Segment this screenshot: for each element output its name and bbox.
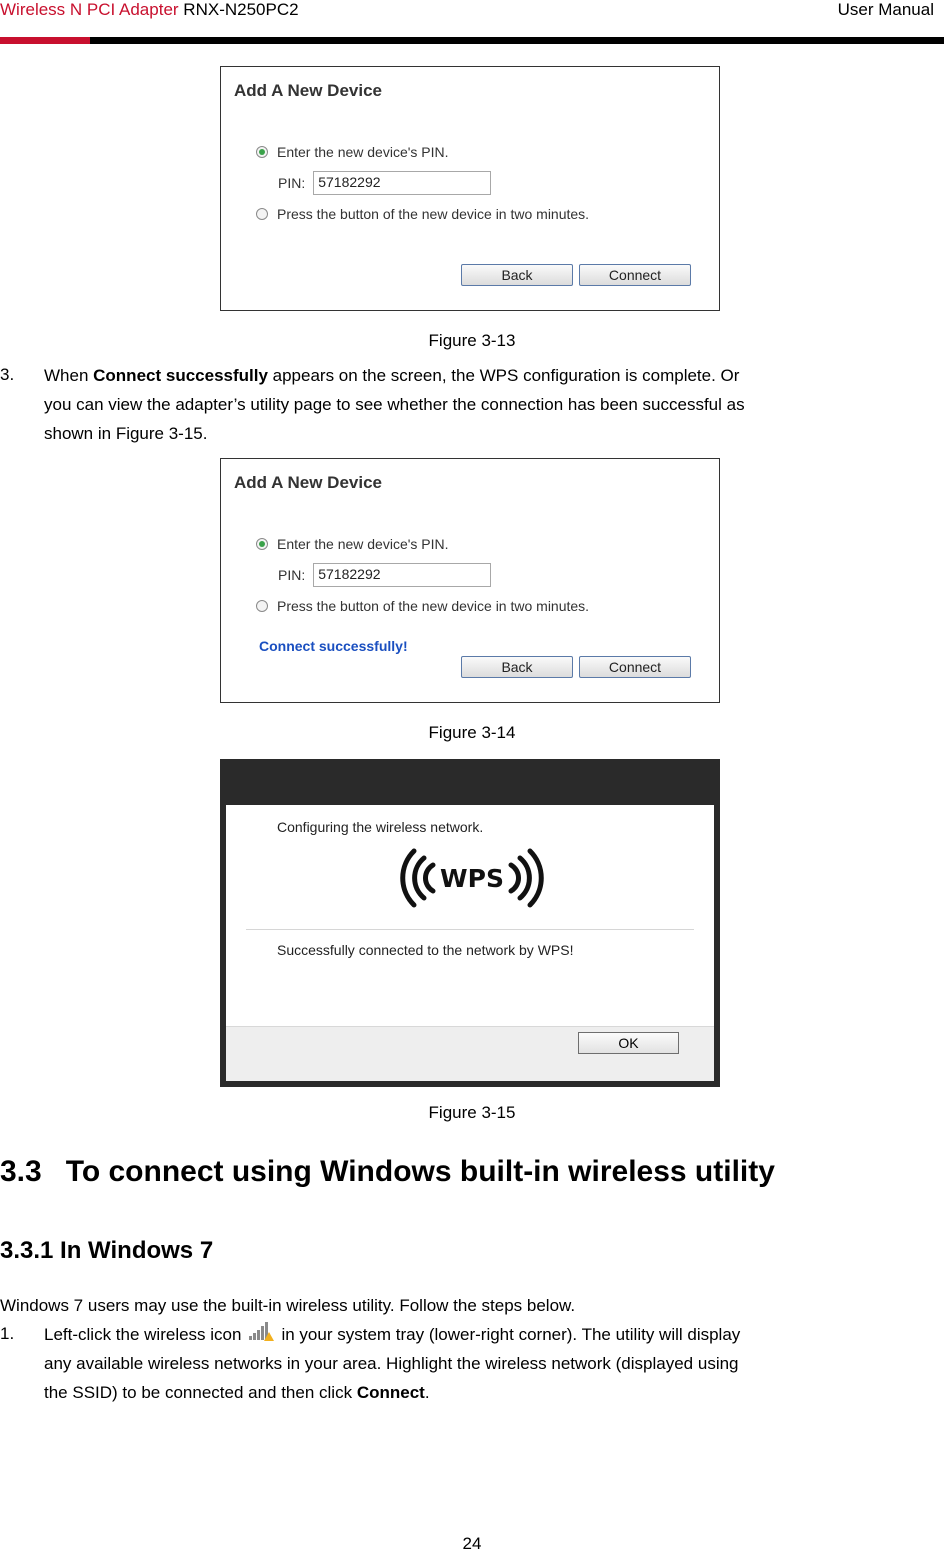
section-heading xyxy=(0,1154,775,1190)
step-number: 3. xyxy=(0,365,15,384)
status-text: Configuring the wireless network. xyxy=(277,819,484,835)
radio-unselected-icon[interactable] xyxy=(256,600,268,612)
figure-3-15-screenshot xyxy=(220,759,720,1087)
text-run: Left-click the wireless icon xyxy=(44,1325,242,1344)
pin-label: PIN: xyxy=(278,175,306,191)
radio-selected-icon[interactable] xyxy=(256,146,268,158)
header-rule xyxy=(90,37,944,44)
wps-logo-icon xyxy=(392,843,552,913)
step-1-line-3 xyxy=(44,1378,430,1407)
model-number: RNX-N250PC2 xyxy=(183,0,299,19)
result-text: Successfully connected to the network by WPS! xyxy=(277,942,574,958)
doc-type: User Manual xyxy=(837,0,934,19)
subsection-heading: 3.3.1 In Windows 7 xyxy=(0,1237,214,1264)
wps-logo-text: WPS xyxy=(440,864,504,893)
text-run: in your system tray (lower-right corner). The utility will display xyxy=(281,1325,741,1344)
success-message: Connect successfully! xyxy=(259,638,408,654)
step-3-line-2: you can view the adapter’s utility page to see whether the connection has been successful as xyxy=(44,395,745,414)
figure-3-14-screenshot xyxy=(220,458,720,703)
wireless-signal-icon xyxy=(247,1320,275,1351)
back-button[interactable]: Back xyxy=(461,656,573,678)
text-run: When xyxy=(44,366,94,385)
intro-paragraph: Windows 7 users may use the built-in wireless utility. Follow the steps below. xyxy=(0,1296,576,1315)
wps-dialog xyxy=(226,805,714,1081)
dialog-title: Add A New Device xyxy=(234,473,383,492)
option-label: Press the button of the new device in two minutes. xyxy=(277,598,590,614)
pin-label: PIN: xyxy=(278,567,306,583)
radio-selected-icon[interactable] xyxy=(256,538,268,550)
pin-row xyxy=(278,171,491,195)
header-title xyxy=(0,0,299,20)
divider xyxy=(246,929,694,930)
pin-input[interactable]: 57182292 xyxy=(313,563,491,587)
page-number: 24 xyxy=(462,1534,482,1553)
figure-caption: Figure 3-14 xyxy=(428,723,516,742)
step-3-line-3: shown in Figure 3-15. xyxy=(44,424,208,443)
option-press-button[interactable] xyxy=(256,598,589,614)
connect-button[interactable]: Connect xyxy=(579,656,691,678)
option-enter-pin[interactable] xyxy=(256,536,449,552)
back-button[interactable]: Back xyxy=(461,264,573,286)
ok-button[interactable]: OK xyxy=(578,1032,679,1054)
header-rule-accent xyxy=(0,37,90,44)
pin-row xyxy=(278,563,491,587)
step-number: 1. xyxy=(0,1324,15,1343)
text-run: the SSID) to be connected and then click xyxy=(44,1383,357,1402)
figure-3-13-screenshot xyxy=(220,66,720,311)
text-emphasis: Connect successfully xyxy=(93,366,268,385)
section-title: To connect using Windows built-in wireless utility xyxy=(65,1155,775,1188)
pin-input[interactable]: 57182292 xyxy=(313,171,491,195)
option-enter-pin[interactable] xyxy=(256,144,449,160)
option-label: Press the button of the new device in two minutes. xyxy=(277,206,590,222)
dialog-title: Add A New Device xyxy=(234,81,383,100)
step-1-line-2: any available wireless networks in your area. Highlight the wireless network (displayed using xyxy=(44,1354,739,1373)
text-run: . xyxy=(424,1383,430,1402)
option-label: Enter the new device's PIN. xyxy=(277,536,449,552)
text-run: appears on the screen, the WPS configuration is complete. Or xyxy=(267,366,740,385)
connect-button[interactable]: Connect xyxy=(579,264,691,286)
step-1-line-1 xyxy=(44,1320,740,1351)
option-press-button[interactable] xyxy=(256,206,589,222)
figure-caption: Figure 3-15 xyxy=(428,1103,516,1122)
step-3-line-1 xyxy=(44,361,739,390)
text-emphasis: Connect xyxy=(356,1383,425,1402)
figure-caption: Figure 3-13 xyxy=(428,331,516,350)
section-number: 3.3 xyxy=(0,1155,42,1188)
option-label: Enter the new device's PIN. xyxy=(277,144,449,160)
product-name: Wireless N PCI Adapter xyxy=(0,0,179,19)
radio-unselected-icon[interactable] xyxy=(256,208,268,220)
